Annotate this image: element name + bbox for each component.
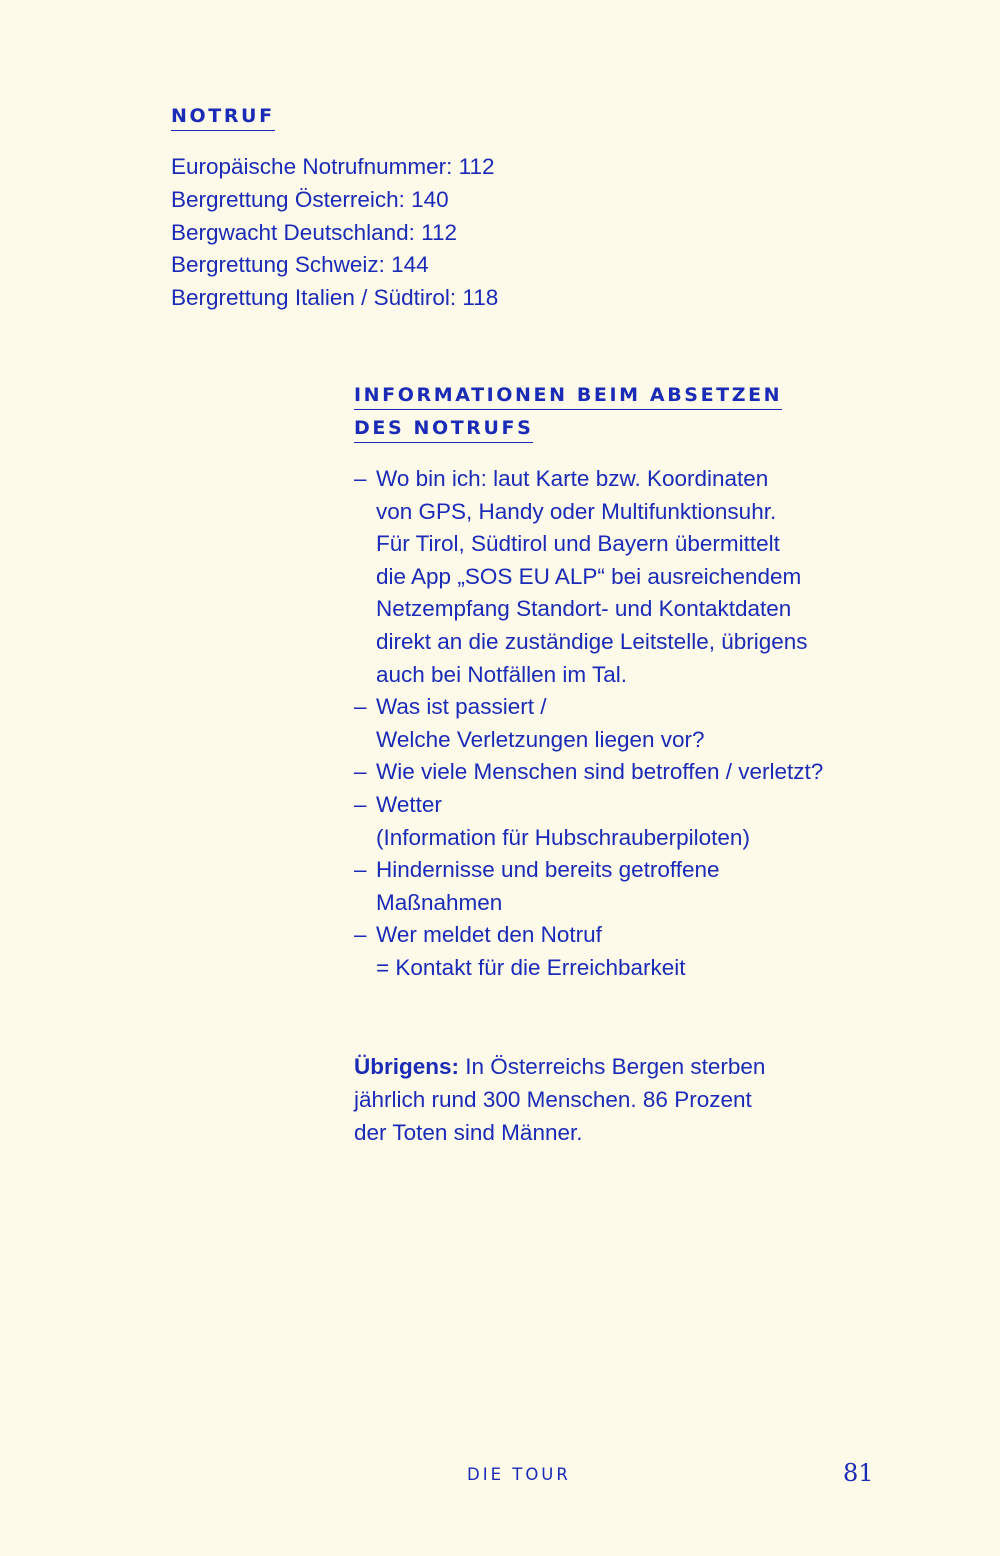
item-line: Wie viele Menschen sind betroffen / verletzt? (376, 759, 824, 785)
side-note-line: der Toten sind Männer. (354, 1120, 583, 1145)
item-line: = Kontakt für die Erreichbarkeit (376, 954, 686, 980)
emergency-number-italy: Bergrettung Italien / Südtirol: 118 (171, 285, 499, 311)
dash-bullet: – (354, 466, 367, 491)
dash-bullet: – (354, 857, 367, 883)
list-item (354, 463, 894, 691)
item-line: auch bei Notfällen im Tal. (376, 661, 627, 687)
dash-bullet: – (354, 791, 367, 817)
item-line: Wer meldet den Notruf (376, 922, 602, 948)
item-line: von GPS, Handy oder Multifunktionsuhr. (376, 498, 777, 524)
emergency-number-germany: Bergwacht Deutschland: 112 (171, 219, 458, 245)
list-item (354, 854, 894, 919)
item-line: die App „SOS EU ALP“ bei ausreichendem (376, 563, 802, 589)
item-line: Wo bin ich: laut Karte bzw. Koordinaten (376, 466, 769, 491)
item-line: Hindernisse und bereits getroffene (376, 857, 720, 883)
running-footer-section: DIE TOUR (467, 1465, 571, 1484)
item-line: Was ist passiert / (376, 694, 547, 720)
info-heading (354, 379, 814, 445)
info-heading-line-2: DES NOTRUFS (354, 414, 533, 443)
side-note-lead: Übrigens: (354, 1054, 460, 1079)
side-note-line: jährlich rund 300 Menschen. 86 Prozent (354, 1087, 752, 1112)
list-item (354, 789, 894, 854)
item-line: (Information für Hubschrauberpiloten) (376, 824, 750, 850)
emergency-number-eu: Europäische Notrufnummer: 112 (171, 154, 495, 179)
item-line: Netzempfang Standort- und Kontaktdaten (376, 596, 792, 622)
emergency-number-austria: Bergrettung Österreich: 140 (171, 186, 449, 212)
item-line: Wetter (376, 791, 442, 817)
notruf-heading-text: NOTRUF (171, 102, 275, 131)
list-item (354, 756, 894, 789)
side-note (354, 1050, 834, 1149)
emergency-number-switzerland: Bergrettung Schweiz: 144 (171, 252, 429, 278)
list-item (354, 919, 894, 984)
dash-bullet: – (354, 694, 367, 720)
page-number: 81 (843, 1459, 874, 1487)
emergency-numbers-list (171, 151, 498, 315)
dash-bullet: – (354, 922, 367, 948)
item-line: Maßnahmen (376, 889, 503, 915)
list-item (354, 691, 894, 756)
dash-bullet: – (354, 759, 367, 785)
item-line: direkt an die zuständige Leitstelle, übrigens (376, 628, 808, 654)
info-heading-line-1: INFORMATIONEN BEIM ABSETZEN (354, 381, 782, 410)
side-note-line (354, 1050, 834, 1083)
notruf-heading (171, 100, 275, 133)
info-checklist (354, 463, 894, 985)
side-note-text: In Österreichs Bergen sterben (465, 1054, 766, 1079)
item-line: Für Tirol, Südtirol und Bayern übermittelt (376, 531, 780, 557)
item-line: Welche Verletzungen liegen vor? (376, 726, 705, 752)
